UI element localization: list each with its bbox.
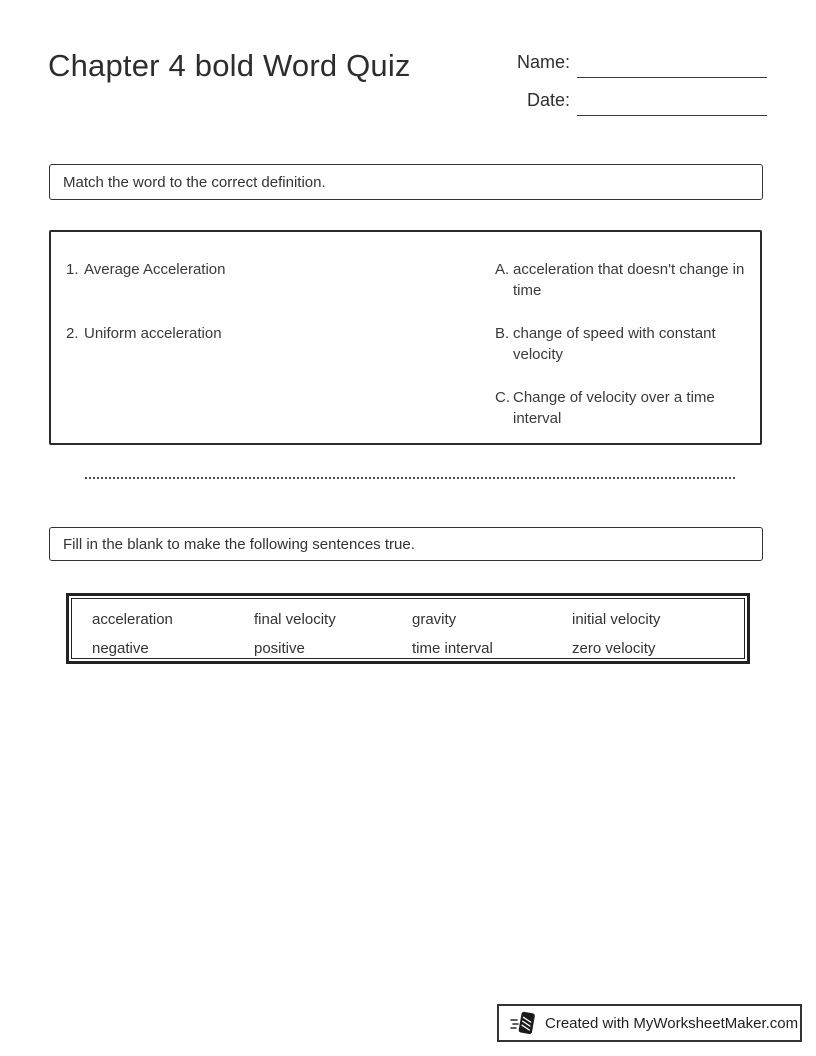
matching-row	[66, 259, 760, 301]
term-2-dot-cell	[227, 323, 257, 365]
term-1	[66, 259, 227, 301]
credit-text: Created with MyWorksheetMaker.com	[545, 1014, 799, 1032]
definition-b-text: change of speed with constant velocity	[513, 325, 716, 363]
row-spacer	[257, 323, 444, 365]
definition-a	[474, 259, 760, 301]
row-spacer	[257, 387, 444, 429]
date-label: Date:	[526, 90, 570, 110]
matching-instruction-box	[49, 164, 763, 200]
def-b-dot-cell	[444, 323, 474, 365]
word-bank-item: time interval	[412, 640, 493, 657]
matching-instruction-text: Match the word to the correct definition.	[63, 173, 326, 191]
definition-c-letter: C.	[495, 389, 510, 406]
word-bank-item: final velocity	[254, 611, 336, 628]
term-1-text: Average Acceleration	[84, 261, 226, 278]
term-2	[66, 323, 227, 365]
definition-c-text: Change of velocity over a time interval	[513, 389, 715, 427]
def-a-dot-cell	[444, 259, 474, 301]
word-bank-grid	[71, 598, 745, 659]
name-blank-line	[577, 77, 767, 78]
fill-blank-instruction-box	[49, 527, 763, 561]
matching-row	[66, 323, 760, 365]
word-bank-item: positive	[254, 640, 305, 657]
word-bank-box	[66, 593, 750, 664]
matching-exercise-box	[49, 230, 762, 445]
matching-row	[66, 387, 760, 429]
word-bank-item: zero velocity	[572, 640, 656, 657]
fill-blank-instruction-text: Fill in the blank to make the following sentences true.	[63, 535, 415, 553]
term-1-dot-cell	[227, 259, 257, 301]
credit-box	[497, 1004, 802, 1042]
term-2-text: Uniform acceleration	[84, 325, 222, 342]
definition-b-letter: B.	[495, 325, 510, 342]
word-bank-item: acceleration	[92, 611, 173, 628]
word-bank-item: negative	[92, 640, 149, 657]
worksheet-maker-logo-icon	[510, 1010, 536, 1037]
section-divider	[85, 477, 735, 479]
term-2-number: 2.	[66, 325, 79, 342]
def-c-dot-cell	[444, 387, 474, 429]
definition-b	[474, 323, 760, 365]
date-blank-line	[577, 115, 767, 116]
word-bank-item: gravity	[412, 611, 457, 628]
name-label: Name:	[516, 52, 570, 72]
word-bank-item: initial velocity	[572, 611, 661, 628]
page-title: Chapter 4 bold Word Quiz	[48, 48, 411, 83]
definition-c	[474, 387, 760, 429]
definition-a-text: acceleration that doesn't change in time	[513, 261, 745, 299]
term-1-number: 1.	[66, 261, 79, 278]
definition-a-letter: A.	[495, 261, 510, 278]
row-spacer	[257, 259, 444, 301]
